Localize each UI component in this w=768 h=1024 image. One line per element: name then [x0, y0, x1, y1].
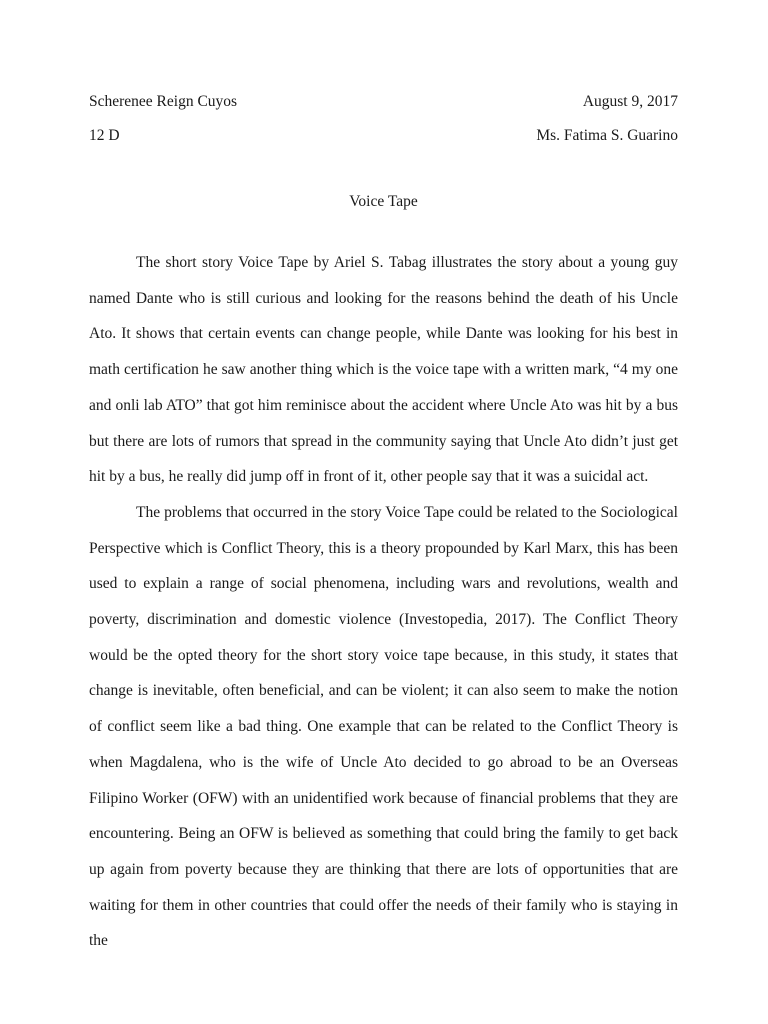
author-name: Scherenee Reign Cuyos — [89, 93, 238, 110]
document-date: August 9, 2017 — [582, 93, 678, 110]
paragraph: The short story Voice Tape by Ariel S. Tabag illustrates the story about a young guy named Dante who is still curious and looking for the reasons behind the death of his Uncle Ato. It shows that certain events can change people, while Dante was looking for his best in math certification he saw another thing which is the voice tape with a written mark, “4 my one and onli lab ATO” that got him reminisce about the accident where Uncle Ato was hit by a bus but there are lots of rumors that spread in the community saying that Uncle Ato didn’t just get hit by a bus, he really did jump off in front of it, other people say that it was a suicidal act. — [89, 254, 678, 486]
document-title: Voice Tape — [349, 193, 418, 210]
header-row-author-date — [89, 92, 678, 112]
paragraph: The problems that occurred in the story Voice Tape could be related to the Sociological Perspective which is Conflict Theory, this is a theory propounded by Karl Marx, this has been used to explain a range of social phenomena, including wars and revolutions, wealth and poverty, discrimination and domestic violence (Investopedia, 2017). The Conflict Theory would be the opted theory for the short story voice tape because, in this study, it states that change is inevitable, often beneficial, and can be violent; it can also seem to make the notion of conflict seem like a bad thing. One example that can be related to the Conflict Theory is when Magdalena, who is the wife of Uncle Ato decided to go abroad to be an Overseas Filipino Worker (OFW) with an unidentified work because of financial problems that they are encountering. Being an OFW is believed as something that could bring the family to get back up again from poverty because they are thinking that there are lots of opportunities that are waiting for them in other countries that could offer the needs of their family who is staying in the — [89, 503, 678, 950]
document-body — [89, 245, 678, 959]
teacher-name: Ms. Fatima S. Guarino — [536, 127, 678, 144]
header-row-section-teacher — [89, 126, 678, 146]
class-section: 12 D — [89, 127, 120, 144]
